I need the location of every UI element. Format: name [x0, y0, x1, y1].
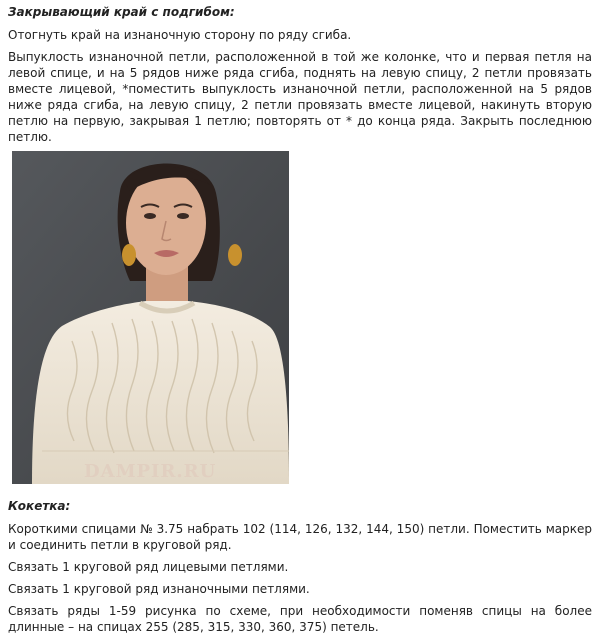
section-title-yoke: Кокетка:	[8, 499, 71, 513]
paragraph-fold: Отогнуть край на изнаночную сторону по ряду сгиба.	[8, 28, 352, 42]
paragraph-bind-off-instructions: Выпуклость изнаночной петли, расположенной в той же колонке, что и первая петля на левой спице, и на 5 рядов ниже ряда сгиба, поднять на левую спицу, 2 петли провязать вместе лицевой, *поместить выпуклость изнаночной петли, расположенной на 5 рядов ниже ряда сгиба, на левую спицу, 2 петли провязать вместе лицевой, накинуть вторую петлю на первую, закрывая 1 петлю; повторять от * до конца ряда. Закрыть последнюю петлю.	[8, 50, 592, 144]
paragraph-purl-round: Связать 1 круговой ряд изнаночными петлями.	[8, 582, 310, 596]
model-photo	[12, 151, 289, 484]
sweater-shape	[32, 301, 289, 484]
photo-illustration	[12, 151, 289, 484]
paragraph-chart-rows: Связать ряды 1-59 рисунка по схеме, при необходимости поменяв спицы на более длинные – на спицах 255 (285, 315, 330, 360, 375) петель.	[8, 604, 592, 634]
section-title-bind-off: Закрывающий край с подгибом:	[8, 5, 235, 19]
earring-right	[228, 244, 242, 266]
earring-left	[122, 244, 136, 266]
watermark-text: DAMPIR.RU	[84, 461, 217, 482]
paragraph-cast-on: Короткими спицами № 3.75 набрать 102 (114, 126, 132, 144, 150) петли. Поместить маркер и соединить петли в круговой ряд.	[8, 522, 592, 552]
paragraph-knit-round: Связать 1 круговой ряд лицевыми петлями.	[8, 560, 289, 574]
